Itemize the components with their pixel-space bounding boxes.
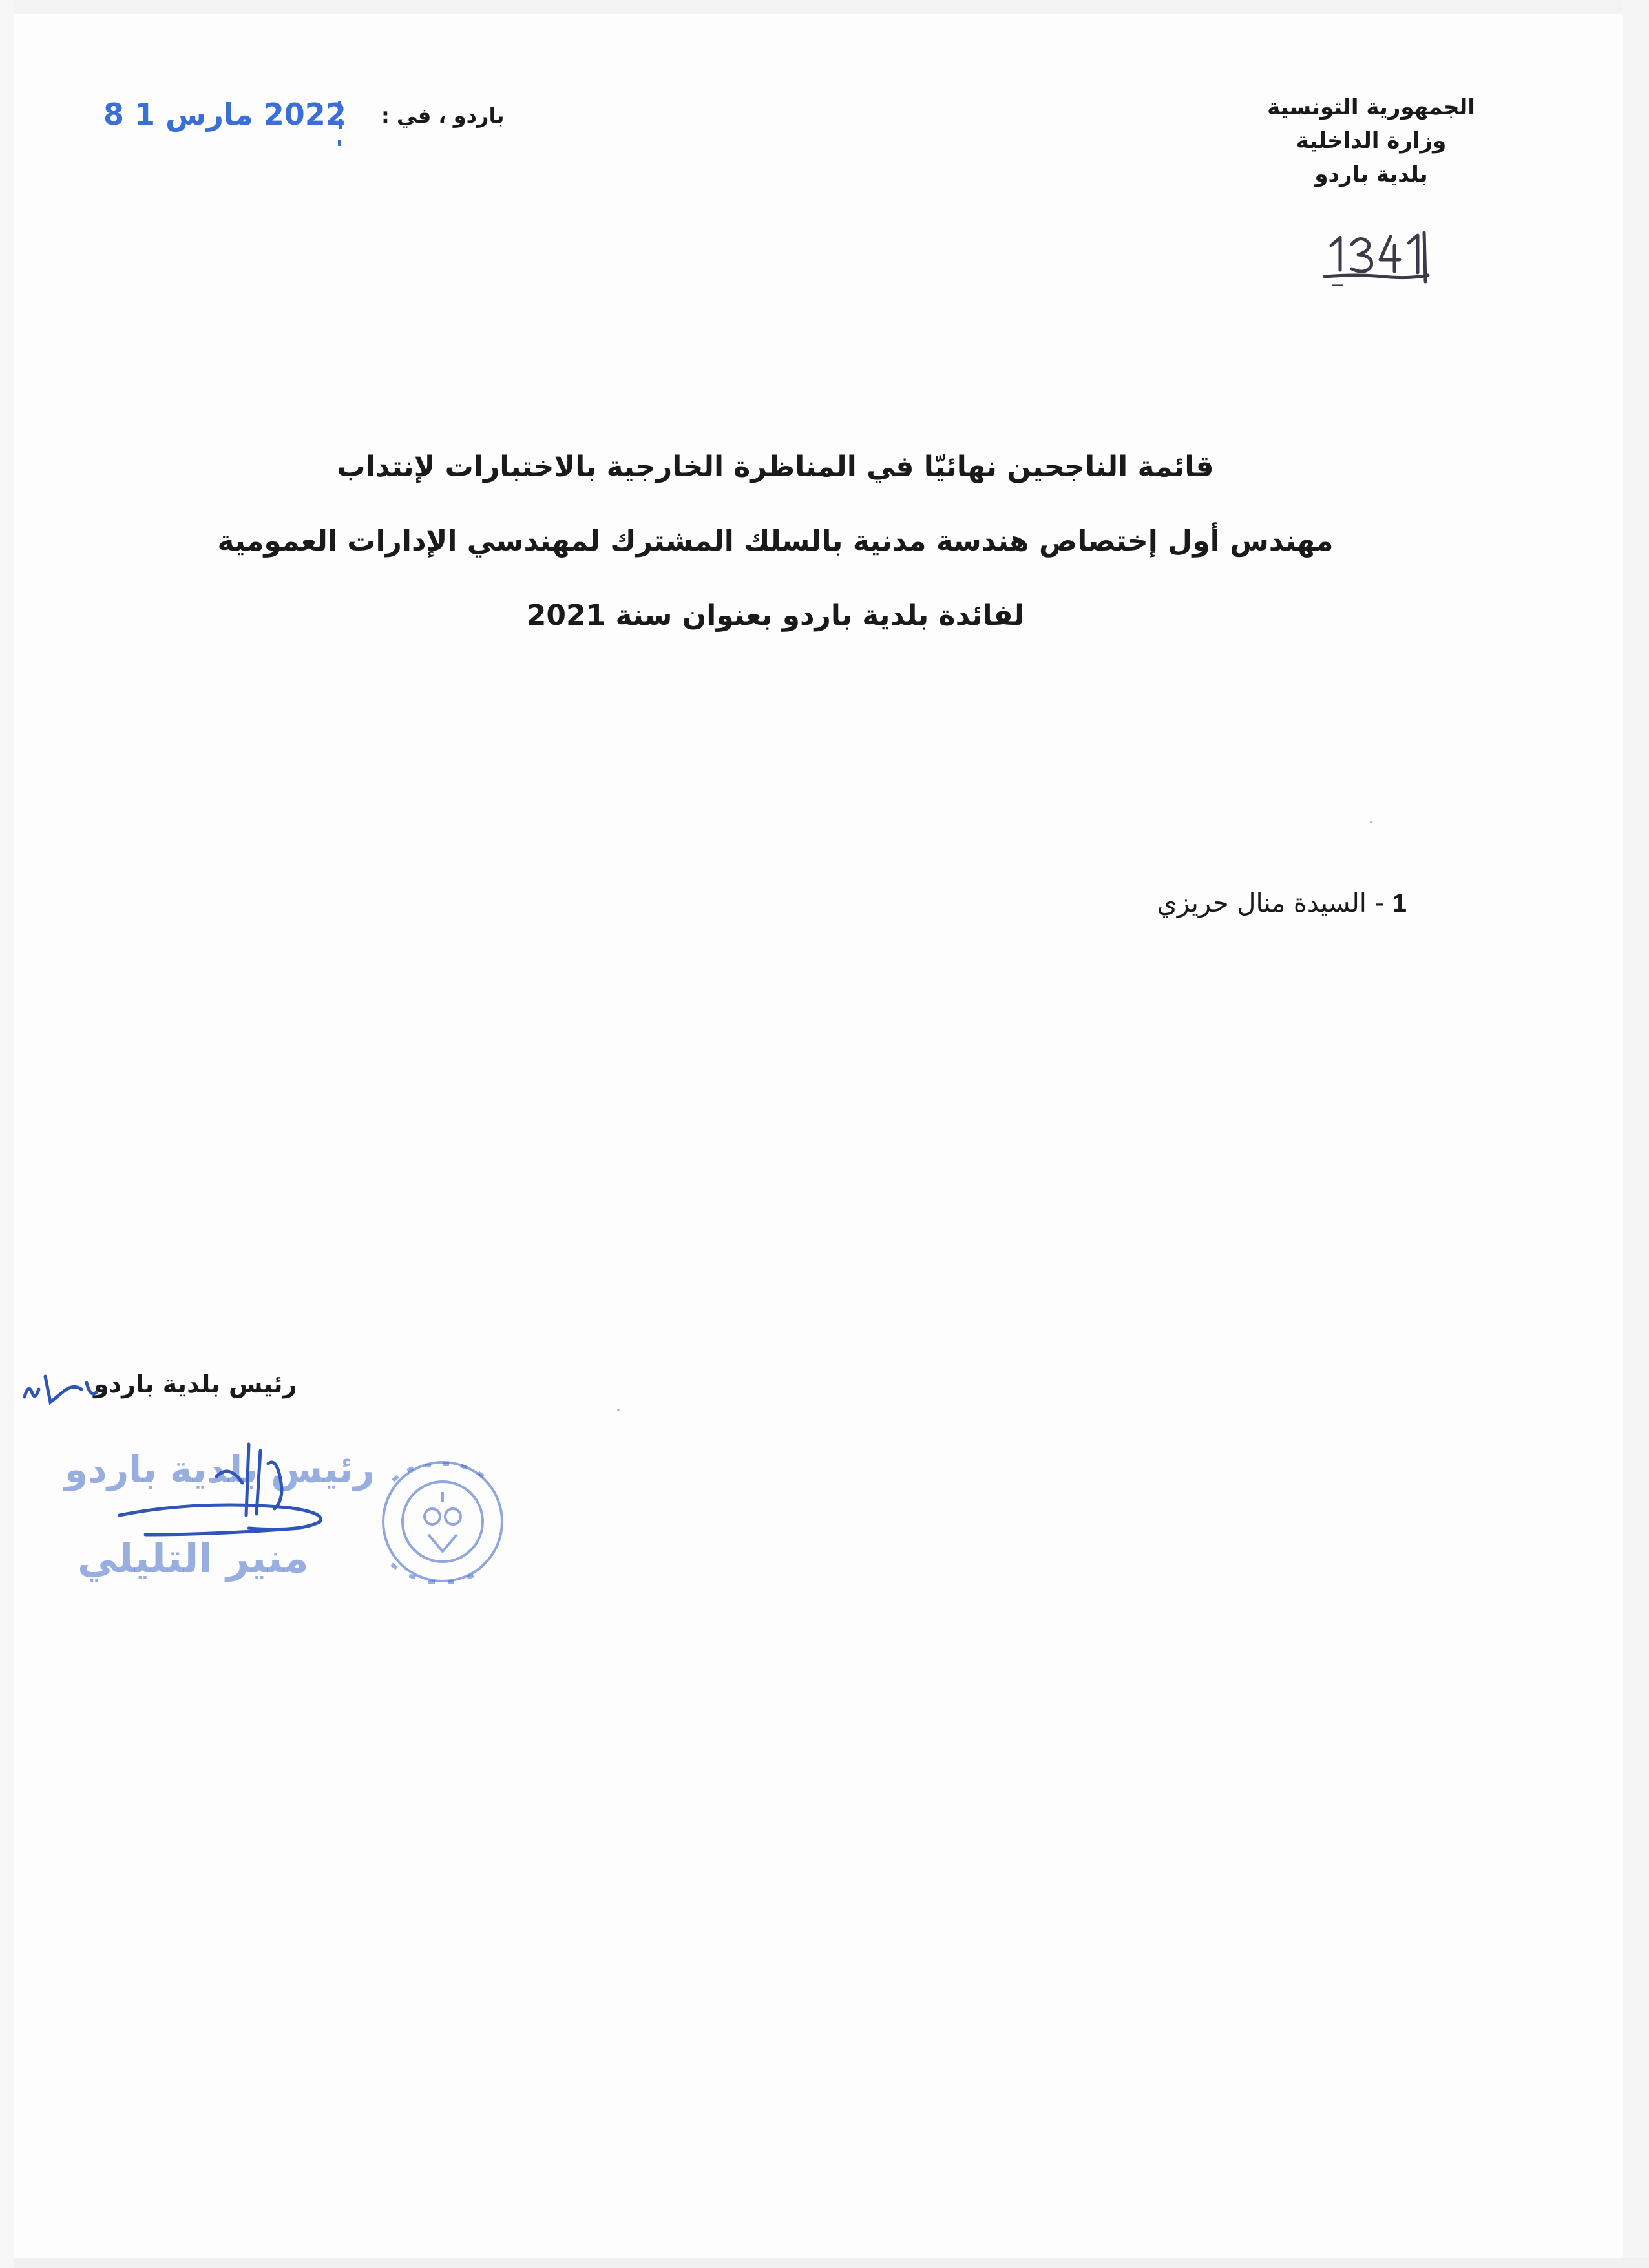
- signatory-title: رئيس بلدية باردو: [94, 1370, 297, 1398]
- letterhead-country: الجمهورية التونسية: [1267, 94, 1475, 120]
- scan-speck: [617, 1409, 620, 1411]
- winner-number: 1: [1392, 889, 1407, 918]
- scan-edge-bottom: [0, 2258, 1649, 2268]
- letterhead-ministry: وزارة الداخلية: [1296, 128, 1447, 154]
- stamp-name-text: منير التليلي: [78, 1535, 309, 1582]
- date-stamp: 2022 مارس 1 8: [103, 97, 346, 132]
- scan-speck: [1370, 821, 1372, 823]
- title-line-3: لفائدة بلدية باردو بعنوان سنة 2021: [526, 599, 1025, 632]
- letterhead-municipality: بلدية باردو: [1314, 162, 1428, 187]
- reference-number-handwritten: [1318, 220, 1447, 291]
- svg-text:ـــ: ـــ: [1332, 275, 1343, 289]
- winner-name: - السيدة منال حريزي: [1157, 888, 1385, 918]
- document-title: [194, 430, 1357, 653]
- winner-list-item: [1157, 888, 1407, 918]
- scan-edge-left: [0, 0, 14, 2268]
- title-line-2: مهندس أول إختصاص هندسة مدنية بالسلك المشترك لمهندسي الإدارات العمومية: [217, 525, 1334, 558]
- stamp-title-text: رئيس بلدية باردو: [65, 1447, 375, 1491]
- official-seal-and-signature: [55, 1438, 507, 1606]
- place-date-label: باردو ، في :: [381, 103, 505, 128]
- scan-edge-top: [0, 0, 1649, 14]
- handwritten-initials: [19, 1363, 103, 1409]
- title-line-1: قائمة الناجحين نهائيّا في المناظرة الخارجية بالاختبارات لإنتداب: [337, 450, 1214, 483]
- scan-edge-right: [1623, 0, 1649, 2268]
- letterhead: [1203, 90, 1539, 191]
